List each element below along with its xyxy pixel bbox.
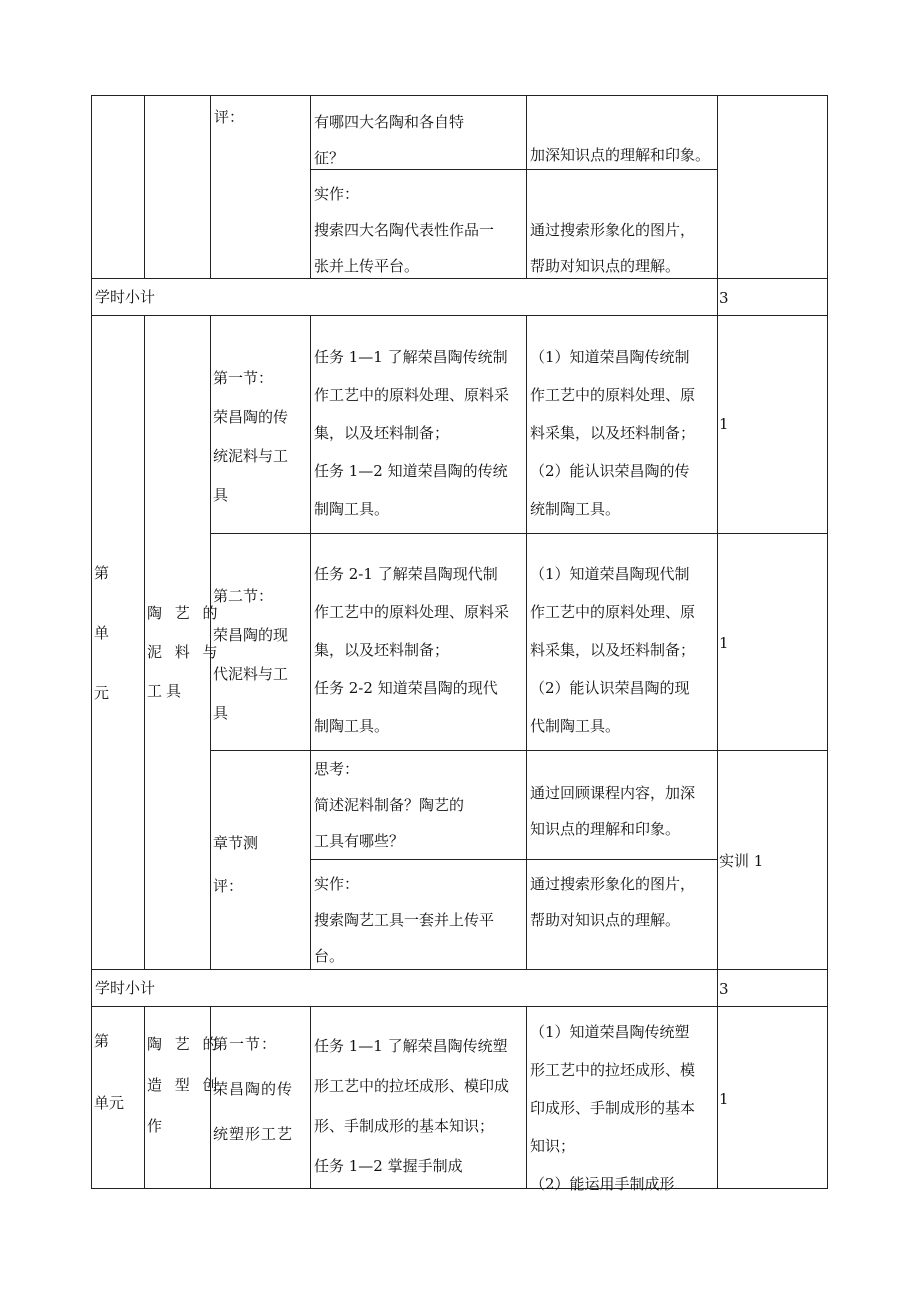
col-divider <box>210 95 211 278</box>
unit-label: 第 单 元 <box>94 564 110 702</box>
section-goal: （1）知道荣昌陶传统制 作工艺中的原料处理、原 料采集，以及坯料制备； （2）能认识荣昌陶的传 统制陶工具。 <box>530 348 696 518</box>
row-divider <box>310 859 718 860</box>
table-border-left <box>91 95 92 1189</box>
col-divider <box>310 315 311 969</box>
practice-task-cell: 实作： 搜索四大名陶代表性作品一 张并上传平台。 <box>314 185 495 275</box>
section-title: 第一节： 荣昌陶的传 统泥料与工 具 <box>213 369 289 504</box>
section-goal: （1）知道荣昌陶传统塑 形工艺中的拉坯成形、模 印成形、手制成形的基本 知识； （2）能运用手制成形 <box>530 1023 696 1193</box>
section-content: 任务 1—1 了解荣昌陶传统制 作工艺中的原料处理、原料采 集，以及坯料制备； 任务 1—2 知道荣昌陶的传统 制陶工具。 <box>314 348 510 518</box>
subtotal-hours: 3 <box>719 980 729 998</box>
practice-goal-cell: 通过搜索形象化的图片， 帮助对知识点的理解。 <box>530 875 696 929</box>
unit-topic: 陶 艺 的 造 型 创 作 <box>147 1035 222 1135</box>
section-content: 任务 1—1 了解荣昌陶传统塑 形工艺中的拉坯成形、模印成 形、手制成形的基本知识； 任务 1—2 掌握手制成 <box>314 1037 510 1175</box>
subtotal-hours: 3 <box>719 289 729 307</box>
test-title: 章节测 评： <box>213 834 259 895</box>
col-divider <box>310 95 311 278</box>
col-divider <box>310 1006 311 1189</box>
row-divider <box>210 533 828 534</box>
col-divider <box>526 95 527 278</box>
think-goal-cell: 通过回顾课程内容，加深 知识点的理解和印象。 <box>530 784 696 838</box>
practice-task-cell: 实作： 搜索陶艺工具一套并上传平 台。 <box>314 875 495 965</box>
practice-goal-cell: 通过搜索形象化的图片， 帮助对知识点的理解。 <box>530 221 696 275</box>
subtotal-label: 学时小计 <box>95 979 156 997</box>
col-divider <box>526 1006 527 1189</box>
test-hours: 实训 1 <box>719 852 764 870</box>
section-hours: 1 <box>719 634 729 652</box>
section-title: 第一节： 荣昌陶的传 统塑形工艺 <box>213 1035 294 1143</box>
col-divider <box>144 315 145 969</box>
section-hours: 1 <box>719 415 729 433</box>
unit-topic: 陶 艺 的 泥 料 与 工具 <box>147 604 222 700</box>
col-divider <box>526 315 527 969</box>
section-content: 任务 2-1 了解荣昌陶现代制 作工艺中的原料处理、原料采 集，以及坯料制备； 任务 2-2 知道荣昌陶的现代 制陶工具。 <box>314 565 510 735</box>
unit-label: 第 单元 <box>94 1032 125 1112</box>
row-divider <box>210 750 828 751</box>
test-label-cell: 评： <box>214 108 245 126</box>
col-divider <box>717 95 718 1189</box>
col-divider <box>144 95 145 278</box>
think-question-cell: 有哪四大名陶和各自特 征？ <box>314 113 465 167</box>
col-divider <box>144 1006 145 1189</box>
think-question-cell: 思考： 简述泥料制备？陶艺的 工具有哪些？ <box>314 760 465 850</box>
subtotal-label: 学时小计 <box>95 288 156 306</box>
section-title: 第二节： 荣昌陶的现 代泥料与工 具 <box>213 587 289 722</box>
section-hours: 1 <box>719 1090 729 1108</box>
section-goal: （1）知道荣昌陶现代制 作工艺中的原料处理、原 料采集，以及坯料制备； （2）能认识荣昌陶的现 代制陶工具。 <box>530 565 696 735</box>
think-goal-cell: 加深知识点的理解和印象。 <box>530 146 711 164</box>
table-border-right <box>827 95 828 1189</box>
